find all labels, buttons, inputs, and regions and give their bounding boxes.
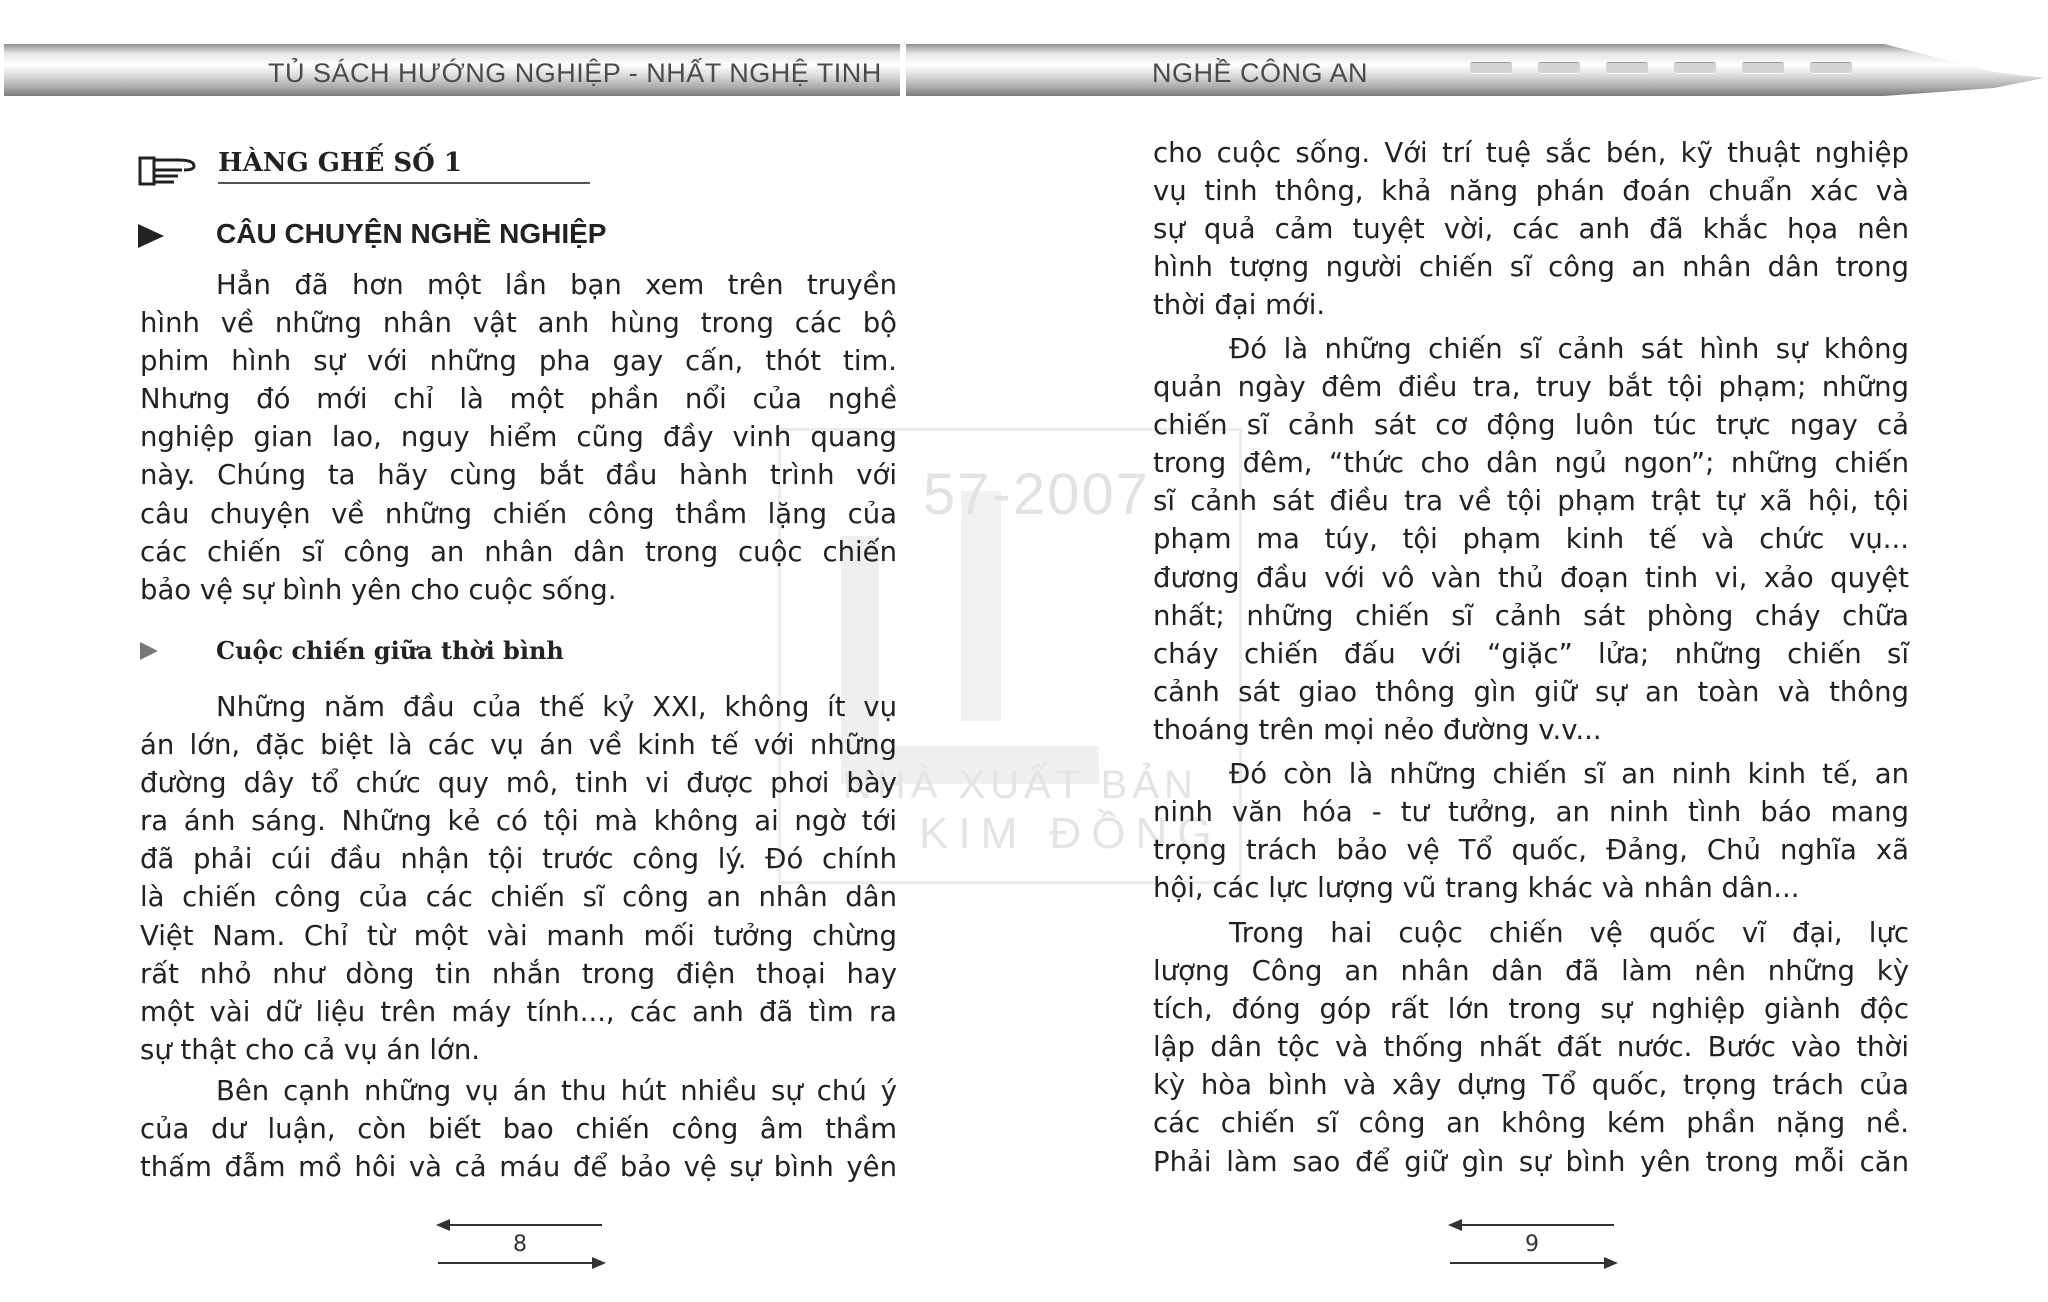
page-number-text: 9 bbox=[1525, 1232, 1539, 1257]
text-line: Phải làm sao để giữ gìn sự bình yên trong mỗi căn bbox=[1153, 1145, 1909, 1178]
right-running-header: NGHỀ CÔNG AN bbox=[1152, 58, 1369, 88]
page-arrow-right-icon bbox=[438, 1262, 602, 1264]
text-line: ra ánh sáng. Những kẻ có tội mà không ai ngờ tới bbox=[140, 805, 897, 838]
text-line: lập dân tộc và thống nhất đất nước. Bước vào thời bbox=[1153, 1031, 1909, 1064]
text-line: này. Chúng ta hãy cùng bắt đầu hành trình với bbox=[140, 459, 897, 492]
text-line: một vài dữ liệu trên máy tính..., các anh đã tìm ra bbox=[140, 995, 897, 1028]
text-line: trọng trách bảo vệ Tổ quốc, Đảng, Chủ nghĩa xã bbox=[1153, 834, 1909, 867]
watermark-publisher-line1: NHÀ XUẤT BẢN bbox=[843, 763, 1198, 807]
text-line: nhất; những chiến sĩ cảnh sát phòng cháy chữa bbox=[1153, 599, 1909, 632]
text-line: sự thật cho cả vụ án lớn. bbox=[140, 1033, 481, 1066]
chapter-title: HÀNG GHẾ SỐ 1 bbox=[218, 148, 462, 178]
right-paragraph-2 bbox=[1153, 330, 1909, 749]
text-line: kỳ hòa bình và xây dựng Tổ quốc, trọng trách của bbox=[1153, 1069, 1909, 1102]
page-arrow-left-icon bbox=[1450, 1224, 1614, 1226]
left-page-number bbox=[438, 1224, 608, 1274]
text-line: tích, đóng góp rất lớn trong sự nghiệp giành độc bbox=[1153, 993, 1909, 1026]
left-paragraph-2 bbox=[140, 688, 897, 1069]
text-line: hình tượng người chiến sĩ công an nhân dân trong bbox=[1153, 251, 1909, 284]
page-arrow-right-icon bbox=[1450, 1262, 1614, 1264]
text-line: là chiến công của các chiến sĩ công an nhân dân bbox=[140, 881, 897, 914]
text-line: đã phải cúi đầu nhận tội trước công lý. Đó chính bbox=[140, 843, 897, 876]
text-line: nghiệp gian lao, nguy hiểm cũng đầy vinh quang bbox=[140, 421, 897, 454]
text-line: Bên cạnh những vụ án thu hút nhiều sự chú ý bbox=[216, 1075, 897, 1107]
text-line: các chiến sĩ công an nhân dân trong cuộc chiến bbox=[140, 535, 897, 568]
text-line: phim hình sự với những pha gay cấn, thót tim. bbox=[140, 345, 897, 378]
text-line: sự quả cảm tuyệt vời, các anh đã khắc họa nên bbox=[1153, 213, 1909, 246]
right-page-number bbox=[1450, 1224, 1620, 1274]
text-line: Việt Nam. Chỉ từ một vài manh mối tưởng chừng bbox=[140, 919, 897, 952]
watermark-publisher-line2: KIM ĐỒNG bbox=[919, 809, 1222, 858]
subheading-arrow-icon bbox=[140, 642, 158, 660]
text-line: án lớn, đặc biệt là các vụ án về kinh tế với những bbox=[140, 729, 897, 762]
page-arrow-left-icon bbox=[438, 1224, 602, 1226]
text-line: sĩ cảnh sát điều tra về tội phạm trật tự xã hội, tội bbox=[1153, 485, 1909, 518]
text-line: cháy chiến đấu với “giặc” lửa; những chiến sĩ bbox=[1153, 637, 1909, 670]
chapter-underline bbox=[218, 182, 590, 184]
text-line: Hẳn đã hơn một lần bạn xem trên truyền bbox=[216, 269, 897, 301]
text-line: quản ngày đêm điều tra, truy bắt tội phạm; những bbox=[1153, 371, 1909, 404]
text-line: Đó là những chiến sĩ cảnh sát hình sự không bbox=[1229, 333, 1909, 365]
text-line: Những năm đầu của thế kỷ XXI, không ít vụ bbox=[216, 691, 897, 723]
right-paragraph-1 bbox=[1153, 134, 1909, 324]
pointing-hand-icon bbox=[138, 152, 196, 186]
text-line: trong đêm, “thức cho dân ngủ ngon”; những chiến bbox=[1153, 447, 1909, 480]
right-paragraph-3 bbox=[1153, 755, 1909, 907]
text-line: bảo vệ sự bình yên cho cuộc sống. bbox=[140, 573, 617, 606]
text-line: cho cuộc sống. Với trí tuệ sắc bén, kỹ thuật nghiệp bbox=[1153, 137, 1909, 169]
text-line: vụ tinh thông, khả năng phán đoán chuẩn xác và bbox=[1153, 175, 1909, 208]
text-line: các chiến sĩ công an không kém phần nặng nề. bbox=[1153, 1107, 1909, 1140]
text-line: Đó còn là những chiến sĩ an ninh kinh tế, an bbox=[1229, 758, 1909, 790]
text-line: của dư luận, còn biết bao chiến công âm thầm bbox=[140, 1113, 897, 1146]
page-number-text: 8 bbox=[513, 1232, 527, 1257]
text-line: thời đại mới. bbox=[1153, 289, 1326, 322]
right-paragraph-4 bbox=[1153, 914, 1909, 1181]
watermark-year: 57-2007 bbox=[923, 462, 1150, 527]
text-line: thoáng trên mọi nẻo đường v.v... bbox=[1153, 713, 1602, 746]
text-line: phạm ma túy, tội phạm kinh tế và chức vụ... bbox=[1153, 523, 1909, 556]
subheading-title: Cuộc chiến giữa thời bình bbox=[216, 636, 564, 665]
section-title: CÂU CHUYỆN NGHỀ NGHIỆP bbox=[216, 218, 607, 249]
text-line: cảnh sát giao thông gìn giữ sự an toàn và thông bbox=[1153, 675, 1909, 708]
left-running-header: TỦ SÁCH HƯỚNG NGHIỆP - NHẤT NGHỆ TINH bbox=[268, 58, 882, 88]
text-line: thấm đẫm mồ hôi và cả máu để bảo vệ sự bình yên bbox=[140, 1151, 897, 1184]
text-line: câu chuyện về những chiến công thầm lặng của bbox=[140, 497, 897, 530]
left-paragraph-1 bbox=[140, 266, 897, 609]
text-line: đương đầu với vô vàn thủ đoạn tinh vi, xảo quyệt bbox=[1153, 561, 1909, 594]
text-line: hình về những nhân vật anh hùng trong các bộ bbox=[140, 307, 897, 340]
left-paragraph-3 bbox=[140, 1072, 897, 1186]
text-line: Nhưng đó mới chỉ là một phần nổi của nghề bbox=[140, 383, 897, 416]
text-line: rất nhỏ như dòng tin nhắn trong điện thoại hay bbox=[140, 957, 897, 990]
text-line: Trong hai cuộc chiến vệ quốc vĩ đại, lực bbox=[1229, 917, 1909, 949]
text-line: lượng Công an nhân dân đã làm nên những kỳ bbox=[1153, 955, 1909, 988]
page-gutter-divider bbox=[900, 38, 906, 102]
text-line: đường dây tổ chức quy mô, tinh vi được phơi bày bbox=[140, 767, 897, 800]
text-line: ninh văn hóa - tư tưởng, an ninh tình báo mang bbox=[1153, 796, 1909, 829]
text-line: hội, các lực lượng vũ trang khác và nhân dân... bbox=[1153, 872, 1800, 905]
text-line: chiến sĩ cảnh sát cơ động luôn túc trực ngay cả bbox=[1153, 409, 1909, 442]
section-arrow-icon bbox=[138, 224, 164, 248]
